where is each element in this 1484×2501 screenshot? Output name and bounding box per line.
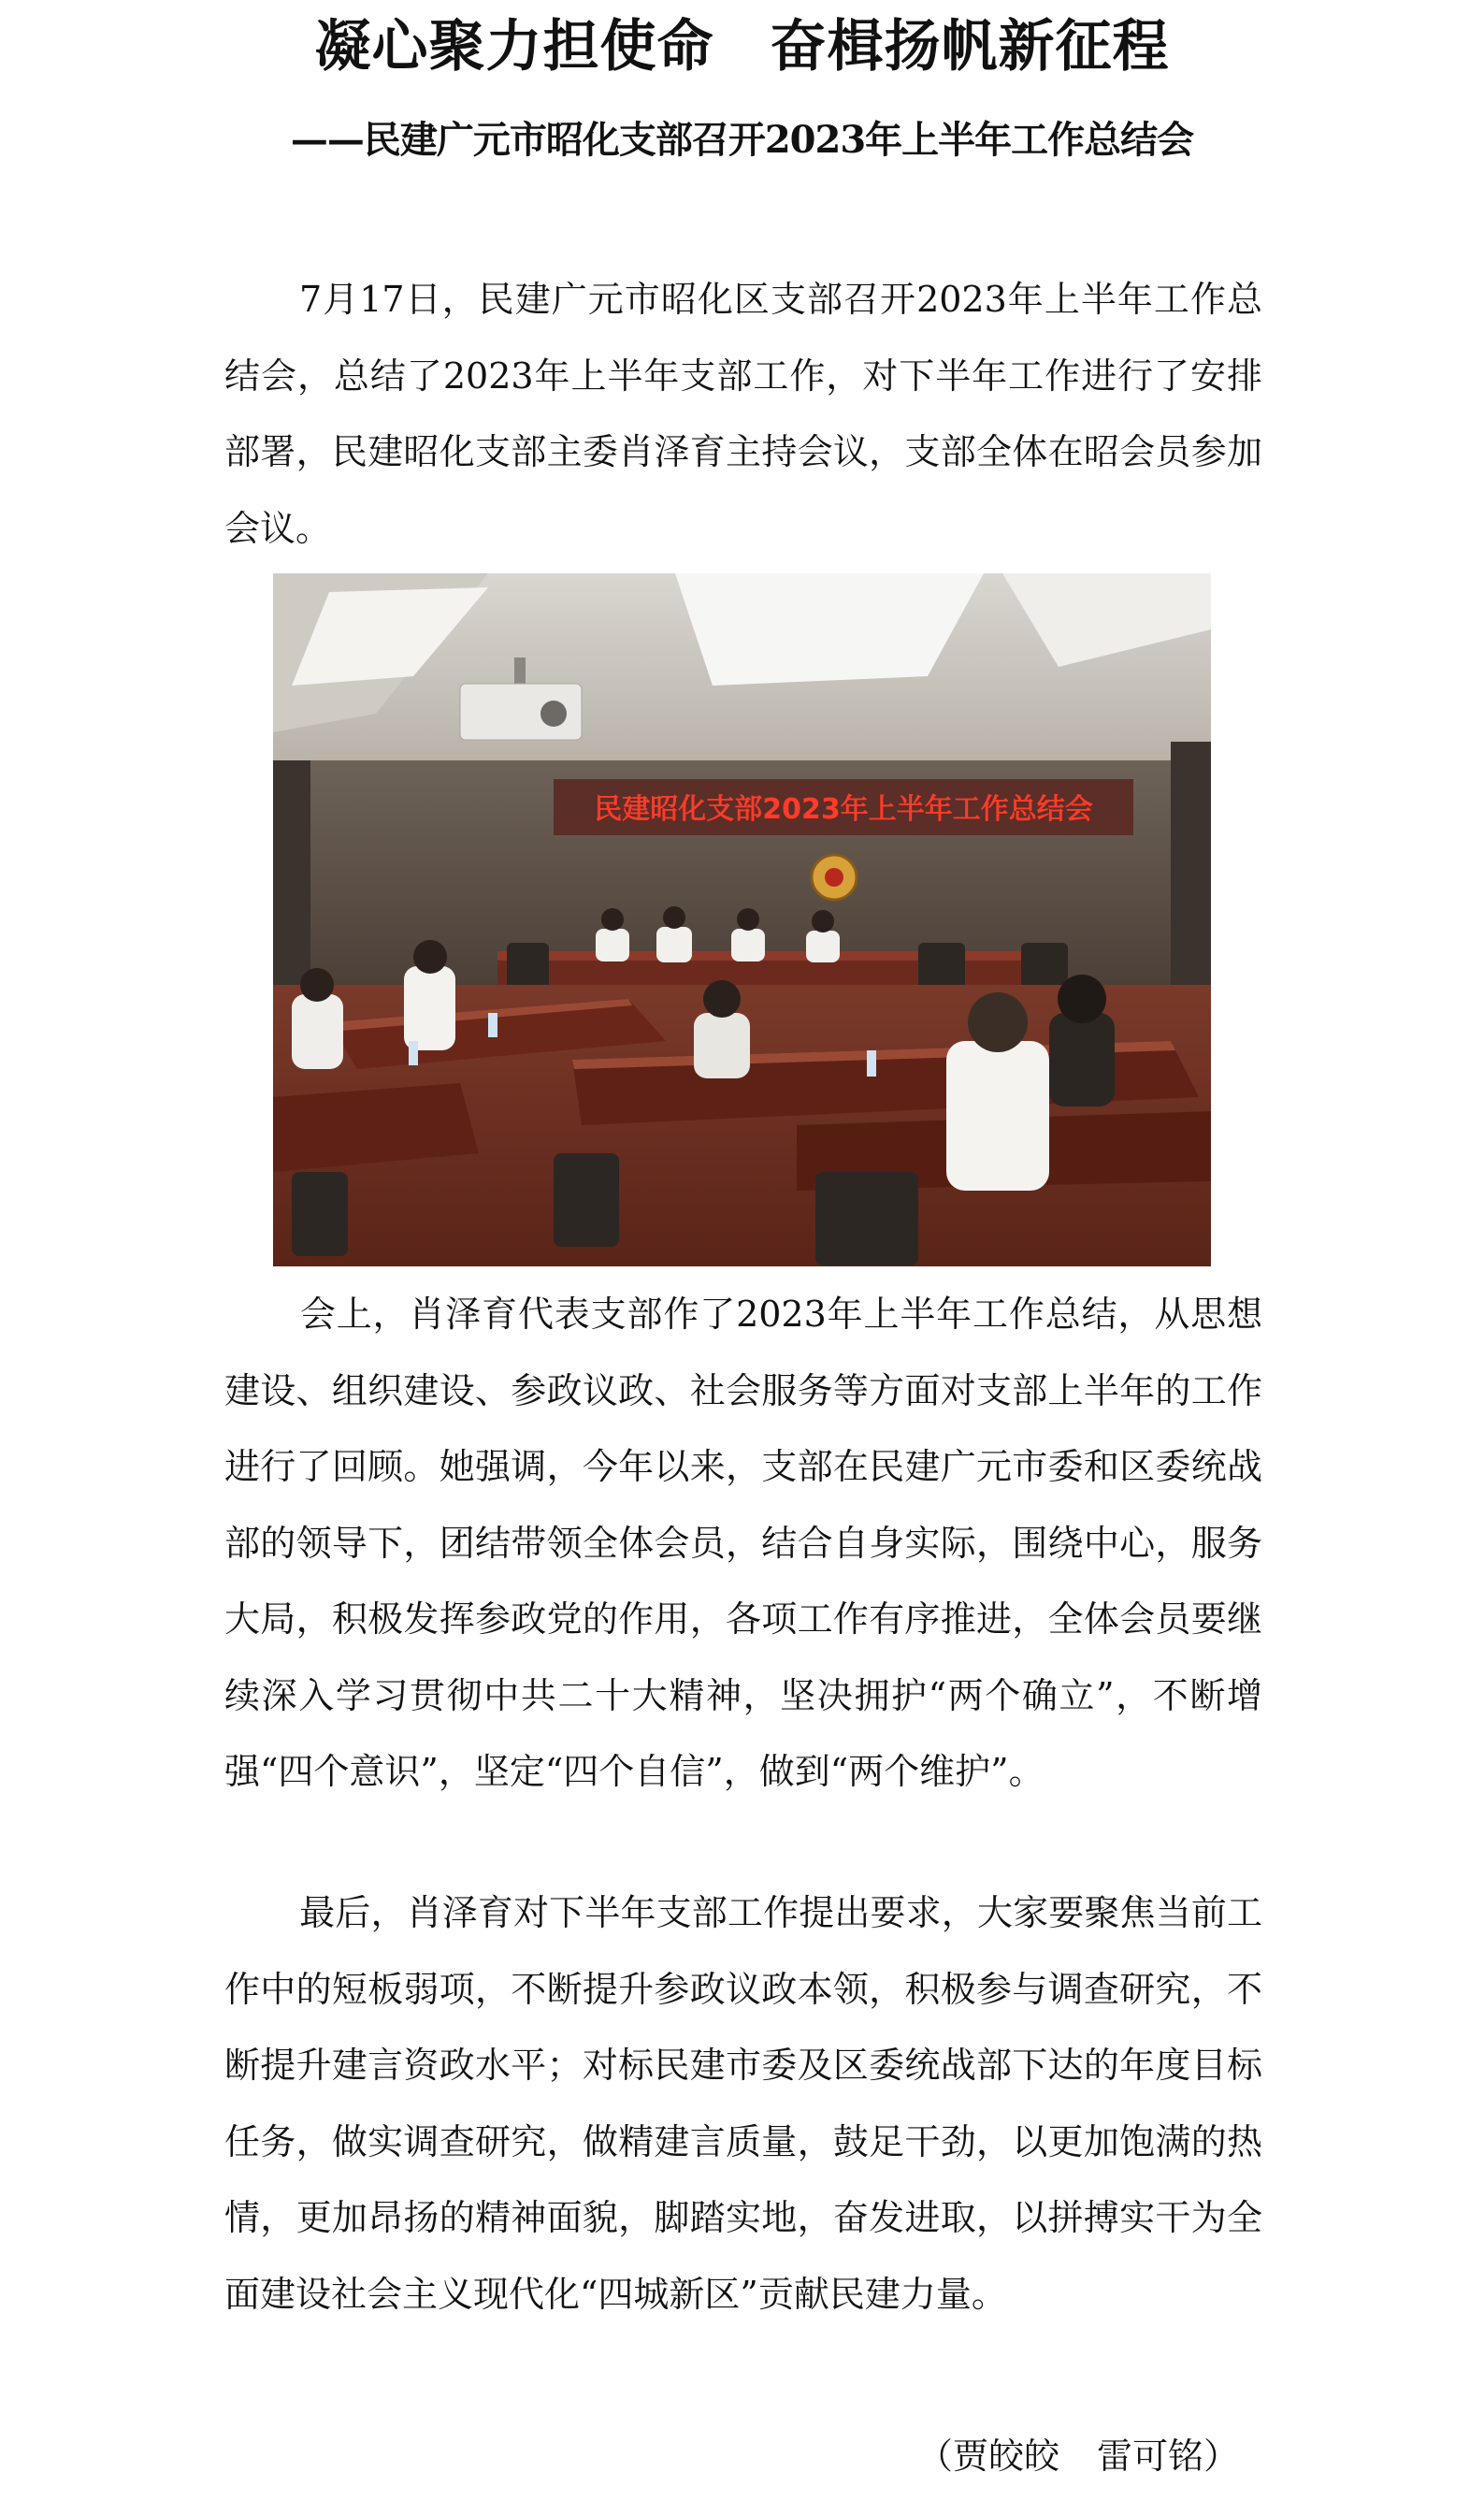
banner-text: 民建昭化支部2023年上半年工作总结会 xyxy=(594,793,1093,826)
author-2: 雷可铭 xyxy=(1096,2436,1203,2477)
paragraph-1-text: 7月17日，民建广元市昭化区支部召开2023年上半年工作总结会，总结了2023年上半年支部工作，对下半年工作进行了安排部署，民建昭化支部主委肖泽育主持会议，支部全体在昭会员参加会议。 xyxy=(224,279,1262,549)
meeting-photo xyxy=(273,573,1211,1266)
paragraph-3 xyxy=(224,1875,1262,2333)
author-1: 贾皎皎 xyxy=(952,2436,1059,2477)
signature: （贾皎皎 雷可铭） xyxy=(916,2436,1239,2477)
article-title xyxy=(0,9,1484,84)
paragraph-3-text: 最后，肖泽育对下半年支部工作提出要求，大家要聚焦当前工作中的短板弱项，不断提升参政议政本领，积极参与调查研究，不断提升建言资政水平；对标民建市委及区委统战部下达的年度目标任务，做实调查研究，做精建言质量，鼓足干劲，以更加饱满的热情，更加昂扬的精神面貌，脚踏实地，奋发进取，以拼搏实干为全面建设社会主义现代化“四城新区”贡献民建力量。 xyxy=(224,1892,1262,2315)
paragraph-1 xyxy=(224,262,1262,567)
title-right: 奋楫扬帆新征程 xyxy=(770,14,1170,80)
title-left: 凝心聚力担使命 xyxy=(314,14,714,80)
article-subtitle: ——民建广元市昭化支部召开2023年上半年工作总结会 xyxy=(290,118,1194,162)
paragraph-2 xyxy=(224,1277,1262,1811)
paragraph-2-text: 会上，肖泽育代表支部作了2023年上半年工作总结，从思想建设、组织建设、参政议政、社会服务等方面对支部上半年的工作进行了回顾。她强调，今年以来，支部在民建广元市委和区委统战部的领导下，团结带领全体会员，结合自身实际，围绕中心，服务大局，积极发挥参政党的作用，各项工作有序推进，全体会员要继续深入学习贯彻中共二十大精神，坚决拥护“两个确立”，不断增强“四个意识”，坚定“四个自信”，做到“两个维护”。 xyxy=(224,1294,1262,1792)
